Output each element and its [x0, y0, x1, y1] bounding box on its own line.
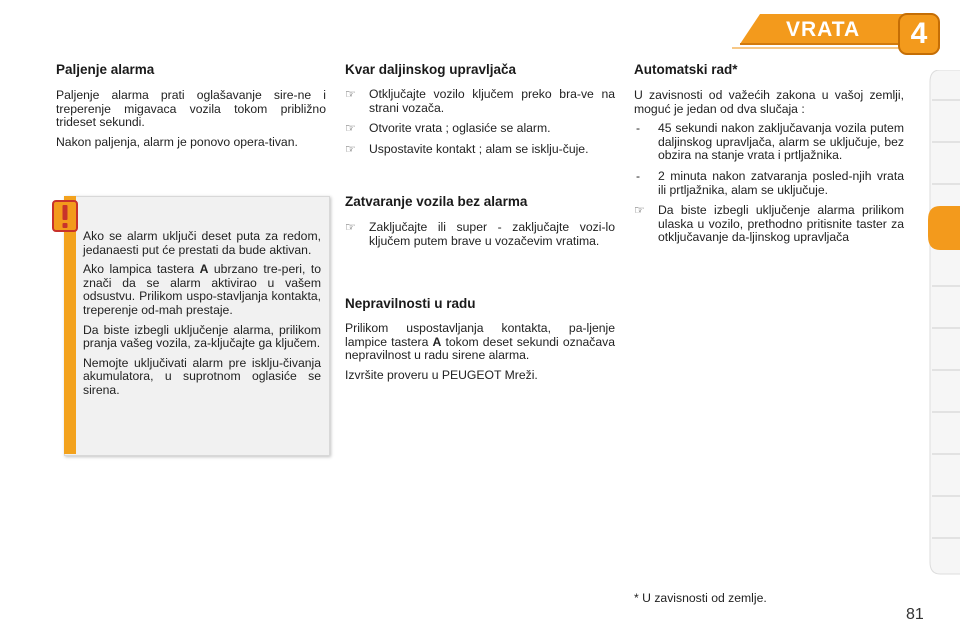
list-item [634, 204, 904, 245]
key-a-label: A [199, 262, 209, 277]
text: Ako lampica tastera [83, 262, 200, 277]
dash-symbol: - [636, 168, 641, 183]
text: Da biste izbegli uključenje alarma prilikom ulaska u vozilo, prethodno pritisnite taster za otključavanje da-ljinskog upravljača [658, 203, 904, 245]
paragraph: Nakon paljenja, alarm je ponovo opera-tivan. [56, 134, 298, 149]
dash-symbol: - [636, 121, 641, 136]
remote-failure-list [345, 88, 615, 163]
pointing-hand-icon: ☞ [345, 141, 356, 156]
pointing-hand-icon: ☞ [345, 220, 356, 234]
page-number: 81 [906, 606, 924, 623]
list-item [345, 221, 615, 248]
text: Zaključajte ili super - zaključajte vozi-lo ključem putem brave u vozačevim vratima. [369, 220, 615, 248]
automatic-mode-text [634, 89, 904, 252]
list-item [634, 122, 904, 163]
paragraph: U zavisnosti od važećih zakona u vašoj zemlji, moguć je jedan od dva slučaja : [634, 88, 904, 116]
paragraph: Paljenje alarma prati oglašavanje sire-ne i treperenje migavaca vozila tokom približno trideset sekundi. [56, 88, 326, 130]
text: ubrzano tre-peri, to znači da se alarm aktivirao u vašem odsustvu. Prilikom uspo-stavljanja kontakta, treperenje od-mah prestaje. [83, 262, 321, 317]
chapter-tabs [926, 70, 960, 575]
text: Prilikom uspostavljanja kontakta, pa-ljenje lampice tastera [345, 321, 615, 349]
heading-remote-failure: Kvar daljinskog upravljača [345, 62, 517, 77]
pointing-hand-icon: ☞ [345, 87, 356, 101]
list-item [345, 143, 615, 157]
paragraph [345, 322, 615, 363]
lock-without-alarm-list [345, 221, 615, 255]
pointing-hand-icon: ☞ [345, 121, 356, 136]
text: tokom deset sekundi označava nepravilnost u radu sirene alarma. [345, 334, 616, 363]
text: 45 sekundi nakon zaključavanja vozila putem daljinskog upravljača, alarm se uključuje, bez obzira na stanje vrata i prtljažnika. [658, 121, 904, 163]
footnote: * U zavisnosti od zemlje. [634, 591, 767, 605]
text: Otvorite vrata ; oglasiće se alarm. [369, 121, 551, 136]
heading-lock-without-alarm: Zatvaranje vozila bez alarma [345, 194, 528, 209]
warning-strip [64, 196, 76, 454]
chapter-title: VRATA [786, 18, 861, 41]
heading-automatic-mode: Automatski rad* [634, 62, 738, 77]
list-item [345, 122, 615, 136]
heading-alarm-activation: Paljenje alarma [56, 62, 155, 77]
text: Uspostavite kontakt ; alam se isklju-čuje. [369, 141, 589, 156]
paragraph: Ako se alarm uključi deset puta za redom, jedanaesti put će prestati da bude aktivan. [83, 229, 321, 257]
paragraph: Izvršite proveru u PEUGEOT Mreži. [345, 367, 538, 382]
exclamation-icon [52, 200, 78, 232]
heading-malfunction: Nepravilnosti u radu [345, 296, 476, 311]
paragraph [83, 263, 321, 317]
malfunction-text [345, 322, 615, 388]
chapter-number: 4 [910, 17, 928, 50]
list-item [634, 170, 904, 197]
warning-text [83, 230, 321, 404]
paragraph: Nemojte uključivati alarm pre isklju-čivanja akumulatora, u suprotnom oglasiće se sirena. [83, 355, 321, 397]
list-item [345, 88, 615, 115]
key-a-label: A [432, 334, 442, 349]
alarm-activation-text [56, 89, 326, 155]
text: 2 minuta nakon zatvaranja posled-njih vrata ili prtljažnika, alam se uključuje. [658, 168, 904, 197]
text: Otključajte vozilo ključem preko bra-ve na strani vozača. [369, 87, 615, 115]
pointing-hand-icon: ☞ [634, 203, 645, 218]
paragraph: Da biste izbegli uključenje alarma, prilikom pranja vašeg vozila, za-ključajte ga ključem. [83, 322, 321, 351]
